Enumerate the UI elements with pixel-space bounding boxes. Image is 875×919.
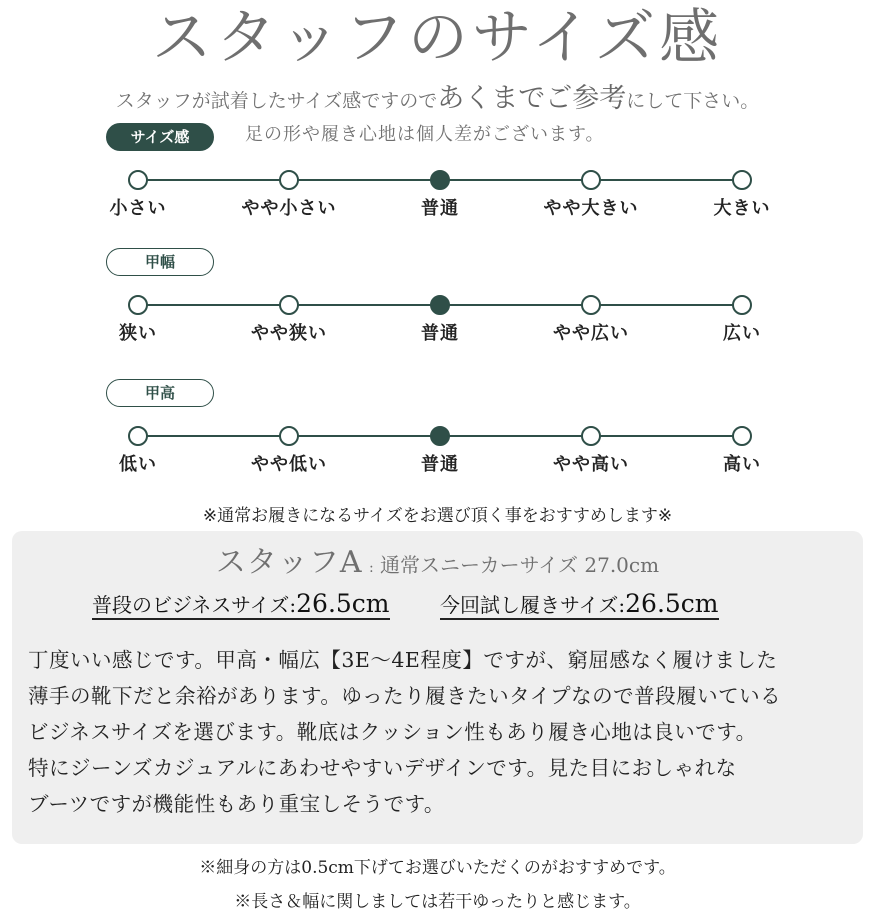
staff-heading xyxy=(0,537,875,581)
footer-note-fit: ※長さ＆幅に関しましては若干ゆったりと感じます。 xyxy=(234,892,641,912)
scale-label: 大きい xyxy=(713,198,771,219)
page-title: スタッフのサイズ感 xyxy=(151,3,724,73)
scale-dot xyxy=(128,295,148,315)
scale-dot xyxy=(732,295,752,315)
scale-label: 高い xyxy=(723,454,761,475)
size-feel-scale xyxy=(0,168,875,238)
subtitle-emphasis: あくまでご参考 xyxy=(437,83,627,114)
scale-label: 普通 xyxy=(421,454,459,475)
subtitle xyxy=(0,82,875,118)
badge-size-feel: サイズ感 xyxy=(106,123,214,151)
scale-label: やや広い xyxy=(553,323,629,344)
business-size-label: 普段のビジネスサイズ: xyxy=(92,593,297,617)
instep-width-scale xyxy=(0,293,875,363)
scale-label: 小さい xyxy=(109,198,167,219)
subtitle-pre: スタッフが試着したサイズ感ですので xyxy=(115,90,438,112)
badge-instep-height: 甲高 xyxy=(106,379,214,407)
scale-label: やや狭い xyxy=(251,323,327,344)
scale-label: やや小さい xyxy=(241,198,337,219)
scale-dot xyxy=(279,295,299,315)
scale-dot xyxy=(732,170,752,190)
scale-dot xyxy=(581,295,601,315)
scale-label: やや大きい xyxy=(543,198,639,219)
staff-comment xyxy=(28,642,858,822)
scale-label: 広い xyxy=(723,323,761,344)
scale-label: 低い xyxy=(119,454,157,475)
scale-label: やや低い xyxy=(251,454,327,475)
staff-name: スタッフA xyxy=(215,545,363,580)
scale-dot-selected xyxy=(430,170,450,190)
comment-line: ビジネスサイズを選びます。靴底はクッション性もあり履き心地は良いです。 xyxy=(28,720,757,744)
badge-instep-width: 甲幅 xyxy=(106,248,214,276)
scale-dot xyxy=(279,170,299,190)
instep-height-scale xyxy=(0,424,875,494)
scale-dot-selected xyxy=(430,426,450,446)
scale-dot xyxy=(279,426,299,446)
scale-dot-selected xyxy=(430,295,450,315)
scale-dot xyxy=(732,426,752,446)
scale-dot xyxy=(581,170,601,190)
scale-label: 狭い xyxy=(119,323,157,344)
comment-line: ブーツですが機能性もあり重宝しそうです。 xyxy=(28,792,445,816)
subtitle-post: にして下さい。 xyxy=(626,90,760,112)
scale-dot xyxy=(128,170,148,190)
business-size xyxy=(92,589,390,625)
comment-line: 丁度いい感じです。甲高・幅広【3E～4E程度】ですが、窮屈感なく履けました xyxy=(28,648,778,672)
recommend-note: ※通常お履きになるサイズをお選び頂く事をおすすめします※ xyxy=(202,506,673,526)
staff-sneaker-size: 通常スニーカーサイズ 27.0cm xyxy=(380,553,660,577)
comment-line: 特にジーンズカジュアルにあわせやすいデザインです。見た目におしゃれな xyxy=(28,756,737,780)
trial-size-label: 今回試し履きサイズ: xyxy=(440,593,626,617)
scale-dot xyxy=(581,426,601,446)
subtitle-line2: 足の形や履き心地は個人差がございます。 xyxy=(245,124,605,145)
trial-size-value: 26.5cm xyxy=(625,589,719,618)
scale-label: 普通 xyxy=(421,323,459,344)
footer-note-slim: ※細身の方は0.5cm下げてお選びいただくのがおすすめです。 xyxy=(199,858,676,878)
scale-label: 普通 xyxy=(421,198,459,219)
staff-colon: : xyxy=(368,560,374,576)
scale-dot xyxy=(128,426,148,446)
scale-label: やや高い xyxy=(553,454,629,475)
business-size-value: 26.5cm xyxy=(296,589,390,618)
comment-line: 薄手の靴下だと余裕があります。ゆったり履きたいタイプなので普段履いている xyxy=(28,684,782,708)
trial-size xyxy=(440,589,719,625)
